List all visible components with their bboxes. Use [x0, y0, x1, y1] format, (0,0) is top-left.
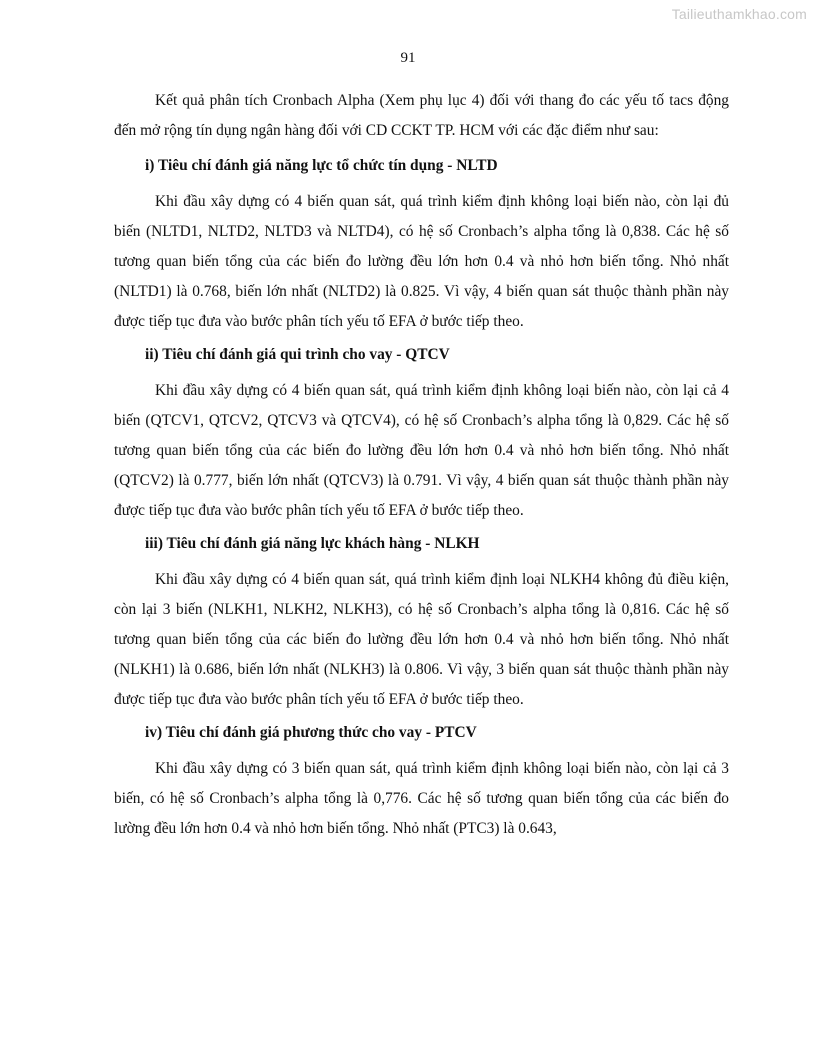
section-heading: iv) Tiêu chí đánh giá phương thức cho vay - PTCV [145, 724, 477, 741]
intro-paragraph: Kết quả phân tích Cronbach Alpha (Xem phụ lục 4) đối với thang đo các yếu tố tacs động đến mở rộng tín dụng ngân hàng đối với CD CCKT TP. HCM với các đặc điểm như sau: [114, 92, 729, 139]
section-heading: ii) Tiêu chí đánh giá qui trình cho vay - QTCV [145, 346, 450, 363]
section-heading: iii) Tiêu chí đánh giá năng lực khách hàng - NLKH [145, 535, 480, 552]
section-paragraph: Khi đầu xây dựng có 4 biến quan sát, quá trình kiểm định không loại biến nào, còn lại đủ biến (NLTD1, NLTD2, NLTD3 và NLTD4), có hệ số Cronbach’s alpha tổng là 0,838. Các hệ số tương quan biến tổng của các biến đo lường đều lớn hơn 0.4 và nhỏ hơn biến tổng. Nhỏ nhất (NLTD1) là 0.768, biến lớn nhất (NLTD2) là 0.825. Vì vậy, 4 biến quan sát thuộc thành phần này được tiếp tục đưa vào bước phân tích yếu tố EFA ở bước tiếp theo. [114, 193, 729, 330]
page-number: 91 [400, 50, 416, 66]
section-heading: i) Tiêu chí đánh giá năng lực tổ chức tín dụng - NLTD [145, 157, 498, 174]
section-nltd [114, 151, 729, 337]
section-nlkh [114, 529, 729, 715]
document-body [114, 86, 729, 844]
section-paragraph: Khi đầu xây dựng có 4 biến quan sát, quá trình kiểm định loại NLKH4 không đủ điều kiện, còn lại 3 biến (NLKH1, NLKH2, NLKH3), có hệ số Cronbach’s alpha tổng là 0,816. Các hệ số tương quan biến tổng của các biến đo lường đều lớn hơn 0.4 và nhỏ hơn biến tổng. Nhỏ nhất (NLKH1) là 0.686, biến lớn nhất (NLKH3) là 0.806. Vì vậy, 3 biến quan sát thuộc thành phần này được tiếp tục đưa vào bước phân tích yếu tố EFA ở bước tiếp theo. [114, 571, 729, 708]
section-ptcv [114, 718, 729, 844]
watermark-text: Tailieuthamkhao.com [671, 6, 807, 22]
section-paragraph: Khi đầu xây dựng có 3 biến quan sát, quá trình kiểm định không loại biến nào, còn lại cả 3 biến, có hệ số Cronbach’s alpha tổng là 0,776. Các hệ số tương quan biến tổng của các biến đo lường đều lớn hơn 0.4 và nhỏ hơn biến tổng. Nhỏ nhất (PTC3) là 0.643, [114, 760, 729, 837]
section-qtcv [114, 340, 729, 526]
section-paragraph: Khi đầu xây dựng có 4 biến quan sát, quá trình kiểm định không loại biến nào, còn lại cả 4 biến (QTCV1, QTCV2, QTCV3 và QTCV4), có hệ số Cronbach’s alpha tổng là 0,829. Các hệ số tương quan biến tổng của các biến đo lường đều lớn hơn 0.4 và nhỏ hơn biến tổng. Nhỏ nhất (QTCV2) là 0.777, biến lớn nhất (QTCV3) là 0.791. Vì vậy, 4 biến quan sát thuộc thành phần này được tiếp tục đưa vào bước phân tích yếu tố EFA ở bước tiếp theo. [114, 382, 729, 519]
